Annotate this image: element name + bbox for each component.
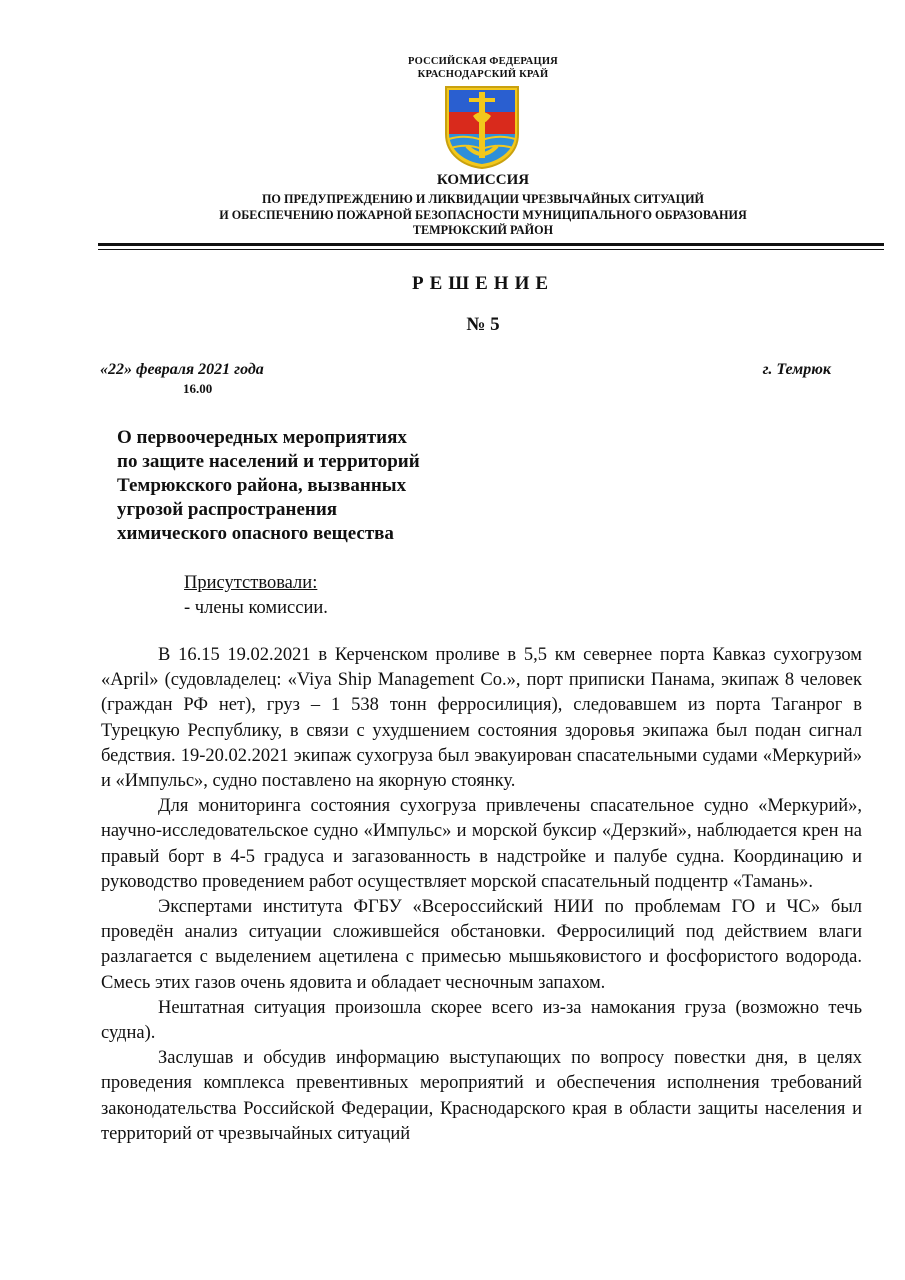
commission-line-1: ПО ПРЕДУПРЕЖДЕНИЮ И ЛИКВИДАЦИИ ЧРЕЗВЫЧАЙНЫХ СИТУАЦИЙ — [261, 192, 705, 206]
subject-line: химического опасного вещества — [117, 523, 394, 544]
attendance-value: - члены комиссии. — [184, 598, 328, 618]
body-paragraph: Заслушав и обсудив информацию выступающих по вопросу повестки дня, в целях проведения комплекса превентивных мероприятий и обеспечения исполнения требований законодательства Российской Федерации, Краснодарского края в области защиты населения и территорий от чрезвычайных ситуаций — [101, 1048, 862, 1144]
commission-line-3: ТЕМРЮКСКИЙ РАЙОН — [412, 223, 554, 237]
document-date: «22» февраля 2021 года — [100, 361, 264, 378]
coat-of-arms-icon — [443, 84, 521, 170]
header-divider-thin — [98, 249, 884, 250]
document-type: РЕШЕНИЕ — [411, 273, 555, 294]
document-city: г. Темрюк — [762, 361, 831, 378]
body-paragraph: Для мониторинга состояния сухогруза привлечены спасательное судно «Меркурий», научно-исследовательское судно «Импульс» и морской буксир «Дерзкий», наблюдается крен на правый борт в 4-5 градуса и загазованность в надстройке и палубе судна. Координацию и руководство проведением работ осуществляет морской спасательный подцентр «Тамань». — [101, 796, 862, 892]
attendance-label: Присутствовали: — [184, 573, 318, 593]
document-number: № 5 — [466, 314, 500, 335]
region-header: КРАСНОДАРСКИЙ КРАЙ — [417, 69, 549, 80]
body-paragraph: Нештатная ситуация произошла скорее всего из-за намокания груза (возможно течь судна). — [101, 997, 862, 1044]
subject-line: Темрюкского района, вызванных — [117, 475, 407, 496]
header-divider-thick — [98, 243, 884, 246]
body-paragraph: Экспертами института ФГБУ «Всероссийский НИИ по проблемам ГО и ЧС» был проведён анализ ситуации сложившейся обстановки. Ферросилиций под действием влаги разлагается с выделением ацетилена с примесью мышьяковистого и фосфористого водорода. Смесь этих газов очень ядовита и обладает чесночным запахом. — [101, 897, 862, 993]
document-subject — [117, 426, 477, 546]
commission-line-2: И ОБЕСПЕЧЕНИЮ ПОЖАРНОЙ БЕЗОПАСНОСТИ МУНИЦИПАЛЬНОГО ОБРАЗОВАНИЯ — [219, 208, 747, 222]
subject-line: по защите населений и территорий — [117, 451, 420, 472]
subject-line: угрозой распространения — [117, 499, 338, 520]
attendance-block — [184, 571, 328, 621]
document-time: 16.00 — [183, 381, 213, 396]
document-body — [101, 643, 862, 1147]
body-paragraph: В 16.15 19.02.2021 в Керченском проливе в 5,5 км севернее порта Кавказ сухогрузом «April» (судовладелец: «Viya Ship Management Co.», порт приписки Панама, экипаж 8 человек (граждан РФ нет), груз – 1 538 тонн ферросилиция), следовавшем из порта Таганрог в Турецкую Республику, в связи с ухудшением состояния здоровья экипажа был подан сигнал бедствия. 19-20.02.2021 экипаж сухогруза был эвакуирован спасательными судами «Меркурий» и «Импульс», судно поставлено на якорную стоянку. — [101, 645, 862, 792]
country-header: РОССИЙСКАЯ ФЕДЕРАЦИЯ — [408, 56, 558, 67]
commission-title: КОМИССИЯ — [436, 172, 530, 188]
subject-line: О первоочередных мероприятиях — [117, 427, 407, 448]
